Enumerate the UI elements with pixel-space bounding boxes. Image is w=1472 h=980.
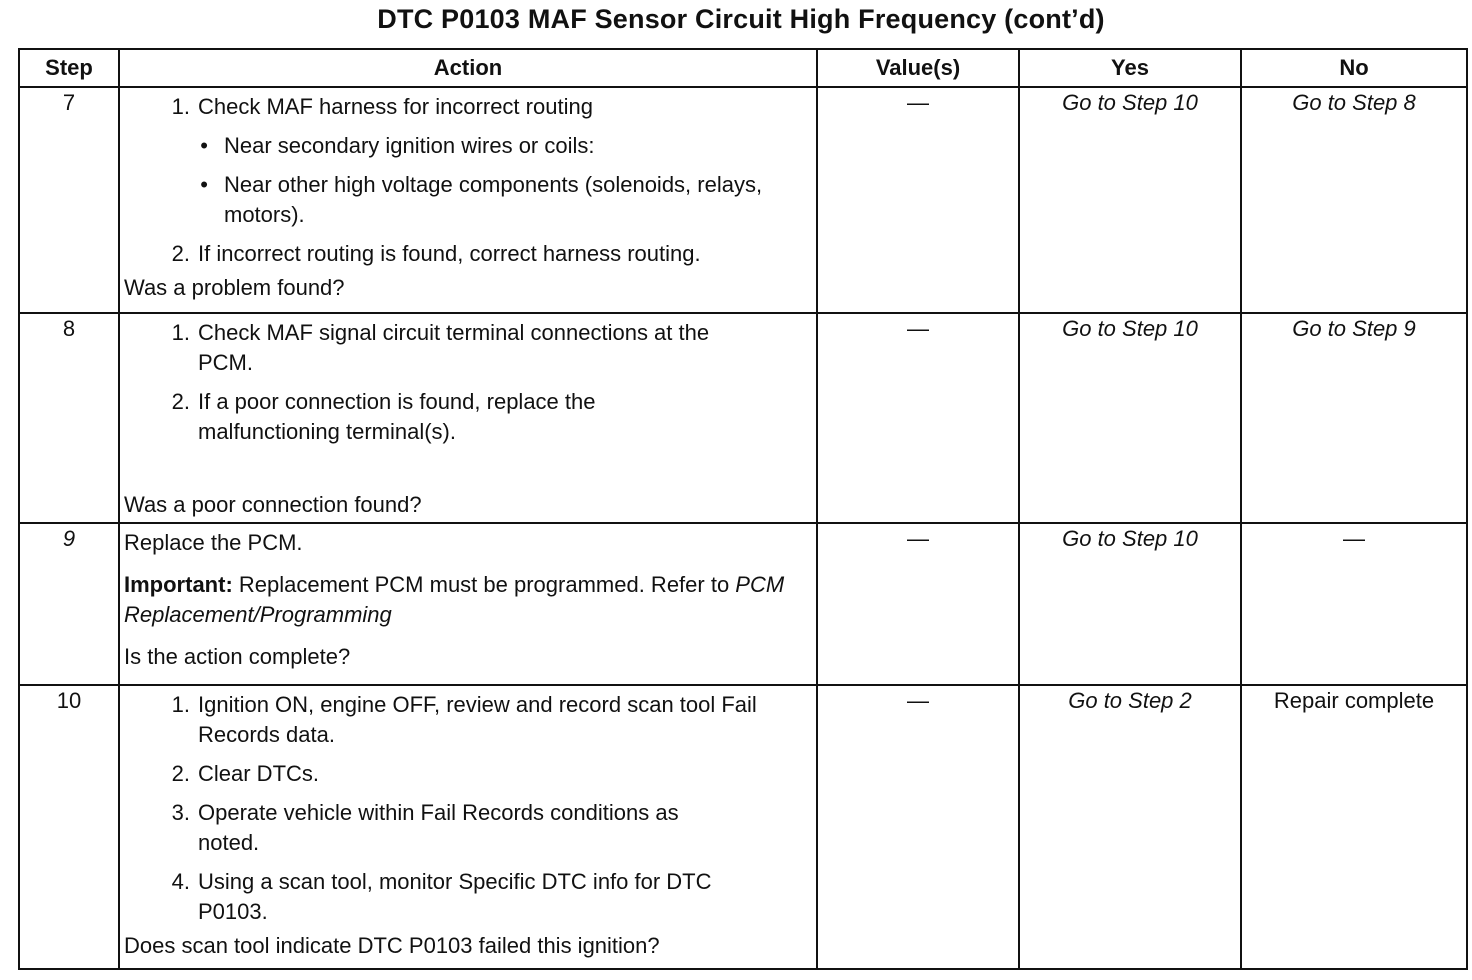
- yes-cell: Go to Step 10: [1019, 87, 1241, 313]
- important-note: [124, 570, 810, 630]
- value-cell: —: [817, 313, 1019, 523]
- action-cell: [119, 523, 817, 685]
- yes-cell: Go to Step 10: [1019, 313, 1241, 523]
- action-question: Was a problem found?: [124, 275, 345, 300]
- diagnostic-table: [18, 48, 1468, 970]
- header-no: No: [1241, 49, 1467, 87]
- important-text: Replacement PCM must be programmed. Refer to: [232, 572, 736, 597]
- page-title: DTC P0103 MAF Sensor Circuit High Frequency (cont’d): [377, 4, 1105, 34]
- table-row: [19, 685, 1467, 969]
- table-row: [19, 523, 1467, 685]
- action-cell: [119, 685, 817, 969]
- value-cell: —: [817, 685, 1019, 969]
- yes-cell: Go to Step 2: [1019, 685, 1241, 969]
- action-bullet: • Near secondary ignition wires or coils:: [124, 131, 810, 161]
- reference-link[interactable]: PCM Replacement/Programming: [124, 572, 785, 627]
- table-row: [19, 313, 1467, 523]
- no-cell: —: [1241, 523, 1467, 685]
- action-question: Is the action complete?: [124, 644, 351, 669]
- action-question: Was a poor connection found?: [124, 492, 422, 517]
- no-cell: Go to Step 8: [1241, 87, 1467, 313]
- value-cell: —: [817, 87, 1019, 313]
- action-cell: [119, 313, 817, 523]
- action-step: 4. Using a scan tool, monitor Specific DTC info for DTC P0103.: [171, 869, 712, 924]
- action-step: 1. Check MAF harness for incorrect routing: [171, 94, 593, 119]
- action-cell: [119, 87, 817, 313]
- important-label: Important:: [124, 572, 233, 597]
- header-step: Step: [19, 49, 119, 87]
- action-step: 1. Check MAF signal circuit terminal connections at the PCM.: [171, 320, 710, 375]
- no-cell: Go to Step 9: [1241, 313, 1467, 523]
- no-cell: Repair complete: [1241, 685, 1467, 969]
- step-number: 9: [19, 523, 119, 685]
- table-row: [19, 87, 1467, 313]
- action-step: 2. Clear DTCs.: [171, 761, 320, 786]
- step-number: 8: [19, 313, 119, 523]
- action-text: Replace the PCM.: [124, 530, 303, 555]
- action-step: 2. If a poor connection is found, replace the malfunctioning terminal(s).: [171, 389, 596, 444]
- table-header-row: [19, 49, 1467, 87]
- step-number: 10: [19, 685, 119, 969]
- bullet-icon: •: [200, 172, 208, 197]
- action-step: 3. Operate vehicle within Fail Records conditions as noted.: [171, 800, 679, 855]
- action-question: Does scan tool indicate DTC P0103 failed this ignition?: [124, 933, 660, 958]
- action-bullet: • Near other high voltage components (solenoids, relays, motors).: [124, 170, 810, 230]
- step-number: 7: [19, 87, 119, 313]
- action-step: 2. If incorrect routing is found, correct harness routing.: [171, 241, 701, 266]
- header-yes: Yes: [1019, 49, 1241, 87]
- yes-cell: Go to Step 10: [1019, 523, 1241, 685]
- header-action: Action: [119, 49, 817, 87]
- header-values: Value(s): [817, 49, 1019, 87]
- value-cell: —: [817, 523, 1019, 685]
- bullet-icon: •: [200, 133, 208, 158]
- action-step: 1. Ignition ON, engine OFF, review and record scan tool Fail Records data.: [171, 692, 757, 747]
